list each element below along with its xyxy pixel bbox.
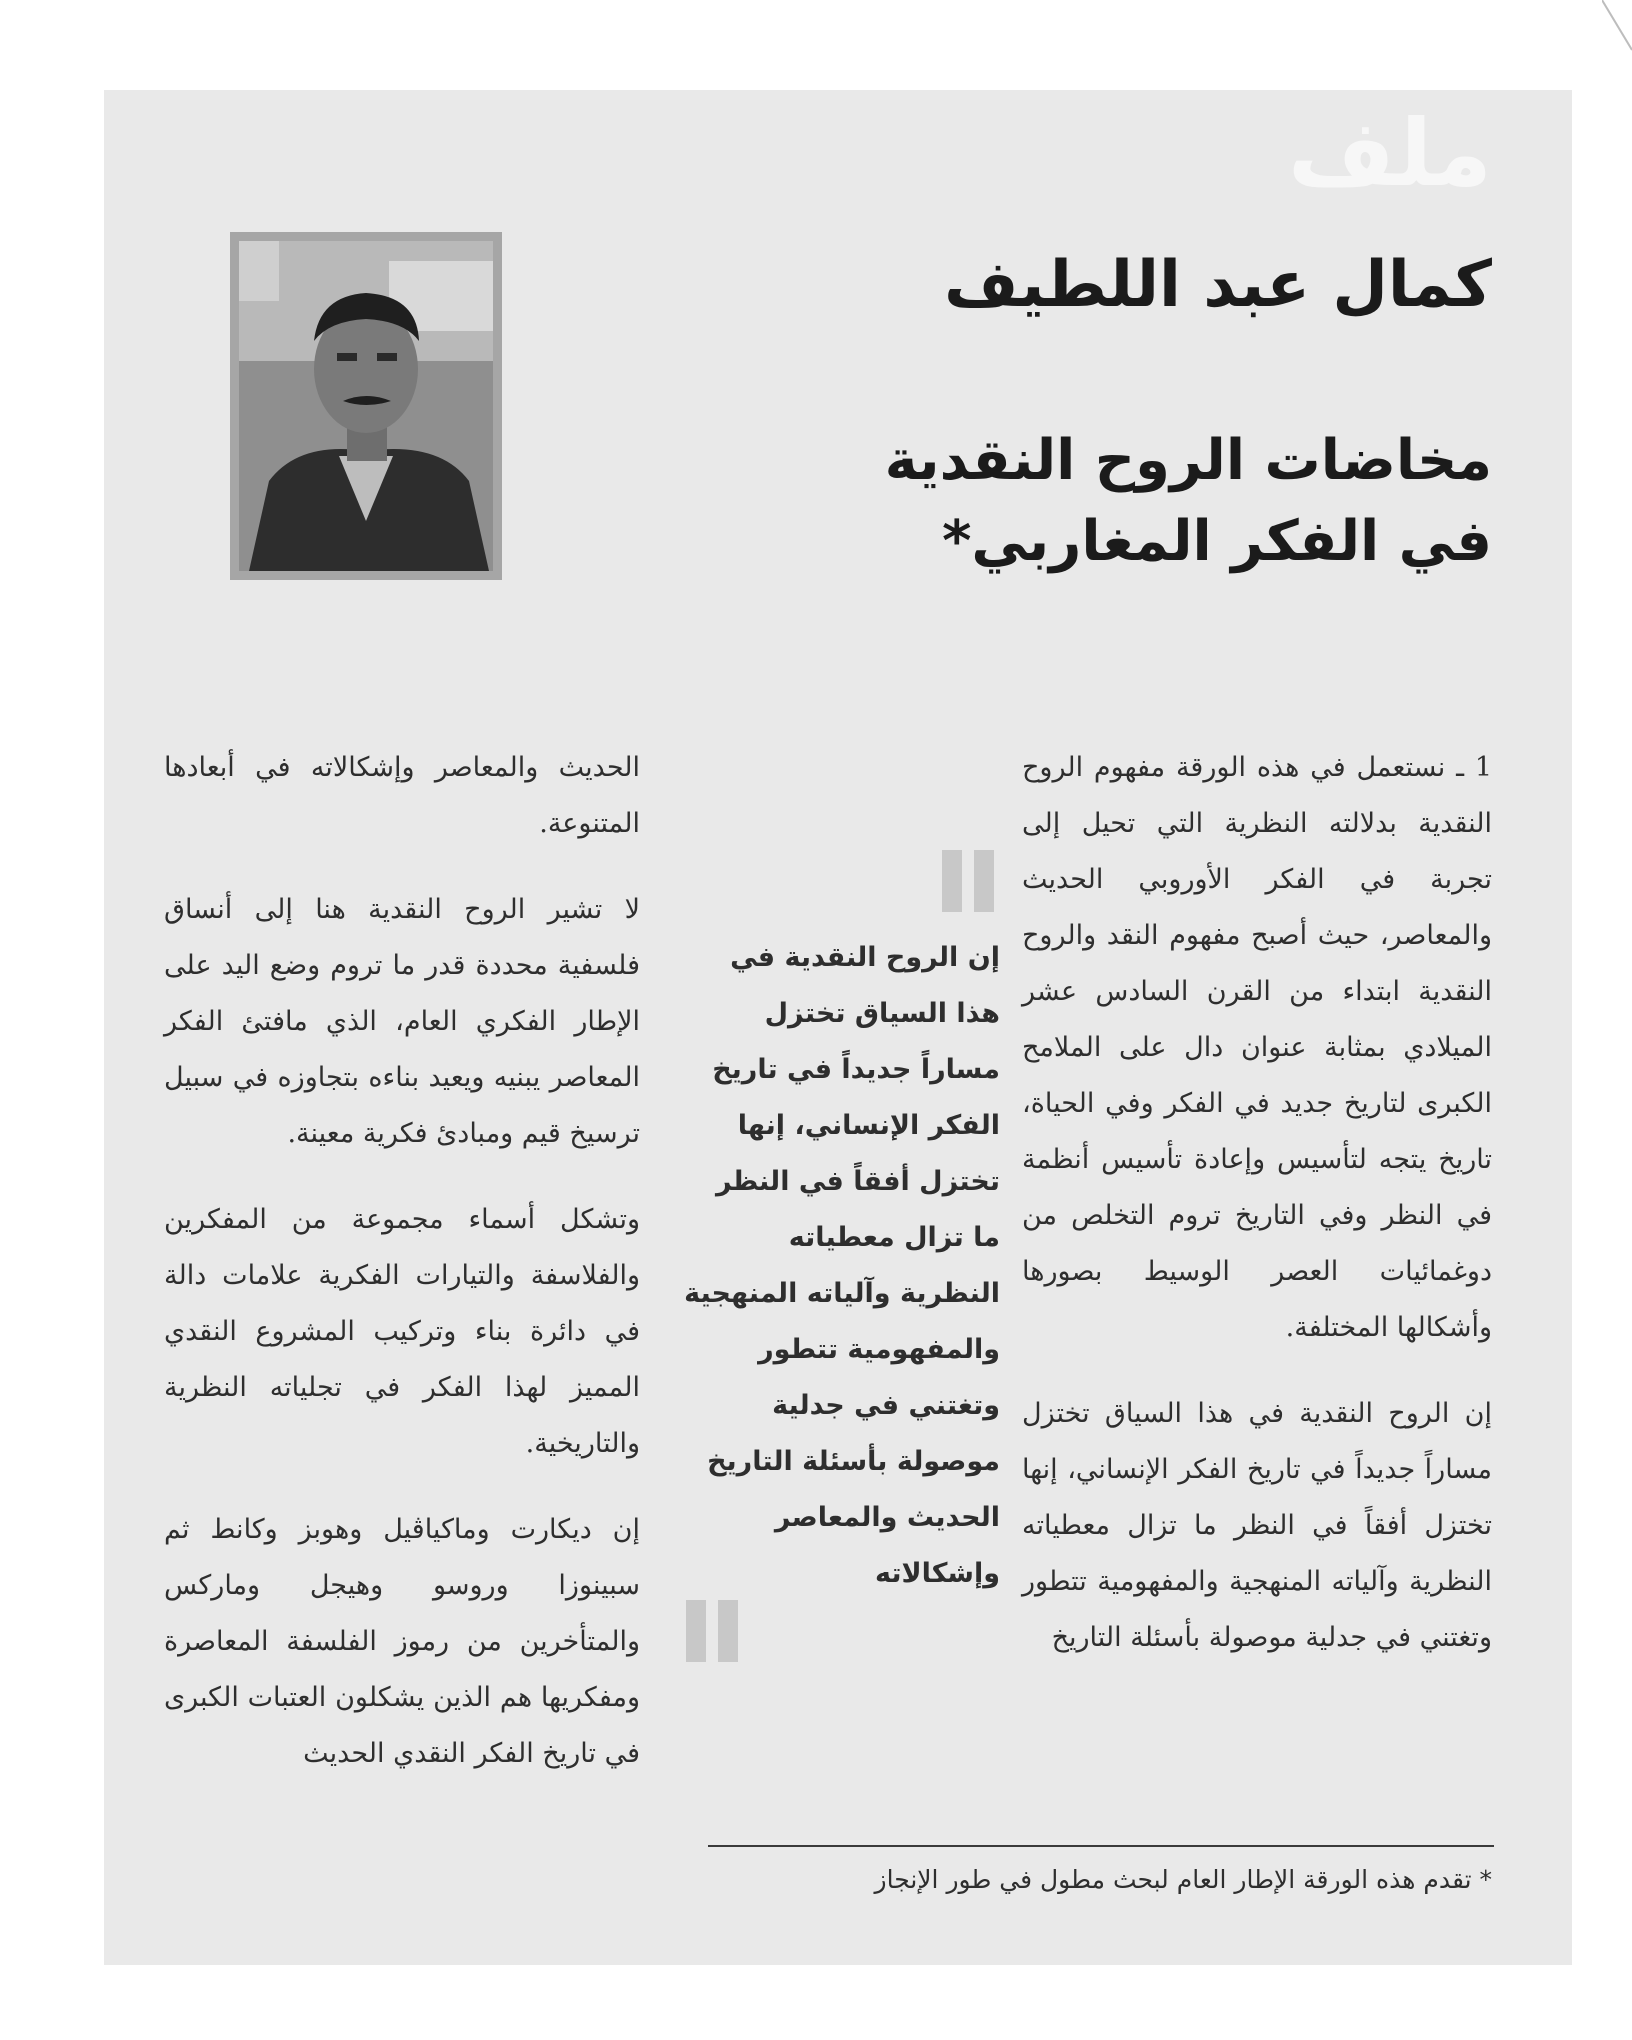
paragraph: إن الروح النقدية في هذا السياق تختزل مساراً جديداً في تاريخ الفكر الإنساني، إنها تختزل أفقاً في النظر ما تزال معطياته النظرية وآلياته المنهجية والمفهومية تتطور وتغتني في جدلية موصولة بأسئلة التاريخ — [1022, 1398, 1492, 1653]
article-title — [732, 420, 1492, 582]
pullquote-open-mark-icon — [942, 850, 998, 912]
article-title-line-1: مخاضات الروح النقدية — [884, 428, 1492, 493]
pullquote: إن الروح النقدية في هذا السياق تختزل مساراً جديداً في تاريخ الفكر الإنساني، إنها تختزل أفقاً في النظر ما تزال معطياته النظرية وآلياته المنهجية والمفهومية تتطور وتغتني في جدلية موصولة بأسئلة التاريخ الحديث والمعاصر وإشكالاته — [684, 942, 1000, 1589]
magazine-page — [104, 90, 1572, 1965]
footnote: * تقدم هذه الورقة الإطار العام لبحث مطول في طور الإنجاز — [874, 1865, 1492, 1894]
author-name: كمال عبد اللطيف — [944, 248, 1492, 322]
paragraph: الحديث والمعاصر وإشكالاته في أبعادها المتنوعة. — [164, 752, 640, 839]
paragraph: إن ديكارت وماكياڤيل وهوبز وكانط ثم سبينوزا وروسو وهيجل وماركس والمتأخرين من رموز الفلسفة المعاصرة ومفكريها هم الذين يشكلون العتبات الكبرى في تاريخ الفكر النقدي الحديث — [164, 1514, 640, 1769]
text-column-left — [164, 740, 640, 1812]
scan-edge-mark — [1602, 0, 1632, 60]
text-column-right — [1022, 740, 1492, 1696]
pullquote-close-mark-icon — [686, 1600, 742, 1662]
article-title-line-2: في الفكر المغاربي* — [942, 509, 1492, 575]
section-label: ملف — [1287, 100, 1492, 207]
author-photo — [230, 232, 502, 580]
paragraph: لا تشير الروح النقدية هنا إلى أنساق فلسفية محددة قدر ما تروم وضع اليد على الإطار الفكري العام، الذي مافتئ الفكر المعاصر يبنيه ويعيد بناءه بتجاوزه في سبيل ترسيخ قيم ومبادئ فكرية معينة. — [164, 894, 640, 1149]
paragraph: 1 ـ نستعمل في هذه الورقة مفهوم الروح النقدية بدلالته النظرية التي تحيل إلى تجربة في الفكر الأوروبي الحديث والمعاصر، حيث أصبح مفهوم النقد والروح النقدية ابتداء من القرن السادس عشر الميلادي بمثابة عنوان دال على الملامح الكبرى لتاريخ جديد في الفكر وفي الحياة، تاريخ يتجه لتأسيس وإعادة تأسيس أنظمة في النظر وفي التاريخ تروم التخلص من دوغمائيات العصر الوسيط بصورها وأشكالها المختلفة. — [1022, 752, 1492, 1343]
paragraph: وتشكل أسماء مجموعة من المفكرين والفلاسفة والتيارات الفكرية علامات دالة في دائرة بناء وتركيب المشروع النقدي المميز لهذا الفكر في تجلياته النظرية والتاريخية. — [164, 1204, 640, 1459]
author-portrait-image — [239, 241, 493, 571]
footnote-divider — [708, 1845, 1494, 1847]
